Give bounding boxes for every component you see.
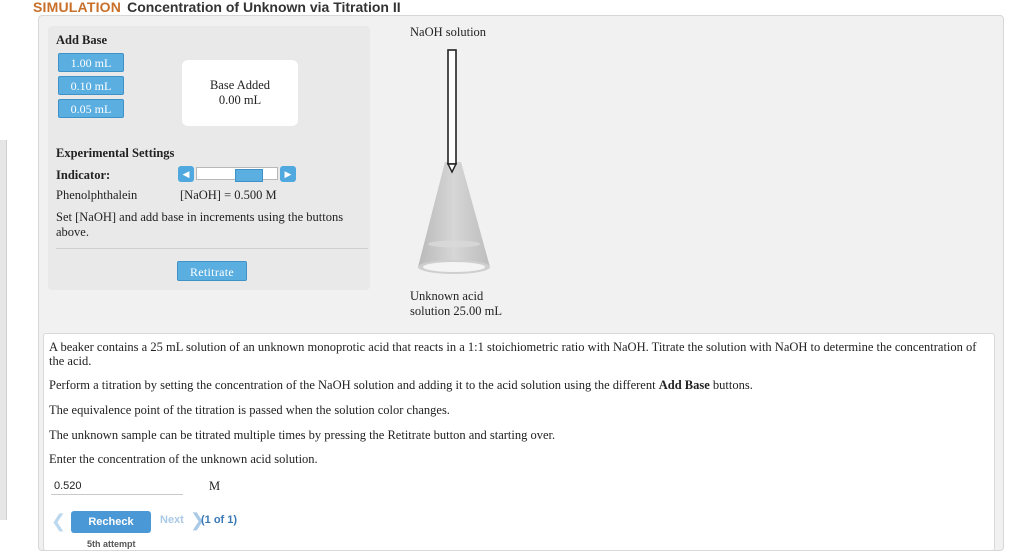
add-base-1ml-button[interactable]: 1.00 mL [58, 53, 124, 72]
next-button[interactable]: Next [160, 514, 184, 526]
add-base-emphasis: Add Base [658, 378, 710, 392]
add-base-title: Add Base [56, 33, 108, 47]
slider-thumb[interactable] [235, 169, 263, 182]
base-added-label: Base Added [209, 78, 271, 92]
problem-paragraph-1: A beaker contains a 25 mL solution of an unknown monoprotic acid that reacts in a 1:1 stoichiometric ratio with NaOH. Titrate the solution with NaOH to determine the concentration of the acid. [49, 340, 977, 368]
problem-paragraph-2-pre: Perform a titration by setting the concentration of the NaOH solution and adding it to the acid solution using the different [49, 378, 659, 392]
add-base-0.1ml-button[interactable]: 0.10 mL [58, 76, 124, 95]
answer-unit: M [209, 479, 221, 493]
recheck-button[interactable]: Recheck [71, 511, 151, 533]
naoh-solution-label: NaOH solution [410, 25, 487, 39]
attempt-label: 5th attempt [87, 539, 136, 549]
instructions-text: Set [NaOH] and add base in increments using the buttons above. [56, 210, 344, 239]
unknown-acid-label [410, 289, 502, 319]
page-title: Concentration of Unknown via Titration II [127, 0, 401, 15]
flask-icon [418, 162, 490, 274]
slider-track[interactable] [196, 167, 278, 180]
base-added-value: 0.00 mL [218, 93, 262, 107]
problem-panel [43, 333, 995, 551]
naoh-concentration-slider[interactable] [178, 166, 296, 182]
add-base-0.05ml-button[interactable]: 0.05 mL [58, 99, 124, 118]
slider-right-arrow-icon[interactable]: ▶ [280, 166, 296, 182]
divider [56, 248, 368, 249]
problem-paragraph-4: The unknown sample can be titrated multiple times by pressing the Retitrate button and starting over. [49, 428, 556, 442]
question-count: (1 of 1) [201, 514, 238, 526]
problem-paragraph-3: The equivalence point of the titration is passed when the solution color changes. [49, 403, 450, 417]
base-added-display [182, 60, 298, 126]
problem-paragraph-2 [49, 378, 979, 392]
answer-input[interactable] [51, 477, 183, 495]
simulation-label: SIMULATION [33, 0, 122, 15]
indicator-title: Indicator: [56, 168, 111, 182]
slider-left-arrow-icon[interactable]: ◀ [178, 166, 194, 182]
problem-paragraph-2-post: buttons. [709, 378, 753, 392]
experimental-settings-title: Experimental Settings [56, 146, 175, 160]
retitrate-button[interactable]: Retitrate [177, 261, 247, 281]
page-header [33, 0, 401, 14]
previous-arrow-icon[interactable]: ❮ [51, 511, 67, 531]
indicator-value: Phenolphthalein [56, 188, 138, 202]
problem-paragraph-5: Enter the concentration of the unknown acid solution. [49, 452, 318, 466]
unknown-acid-line2: solution 25.00 mL [410, 304, 503, 318]
titration-apparatus [416, 44, 496, 284]
naoh-concentration-value: [NaOH] = 0.500 M [180, 188, 277, 202]
burette-icon [448, 50, 456, 172]
unknown-acid-line1: Unknown acid [410, 289, 484, 303]
control-panel [48, 26, 370, 290]
next-arrow-icon[interactable]: ❯ [190, 510, 206, 530]
side-scroll-handle[interactable] [0, 140, 7, 520]
